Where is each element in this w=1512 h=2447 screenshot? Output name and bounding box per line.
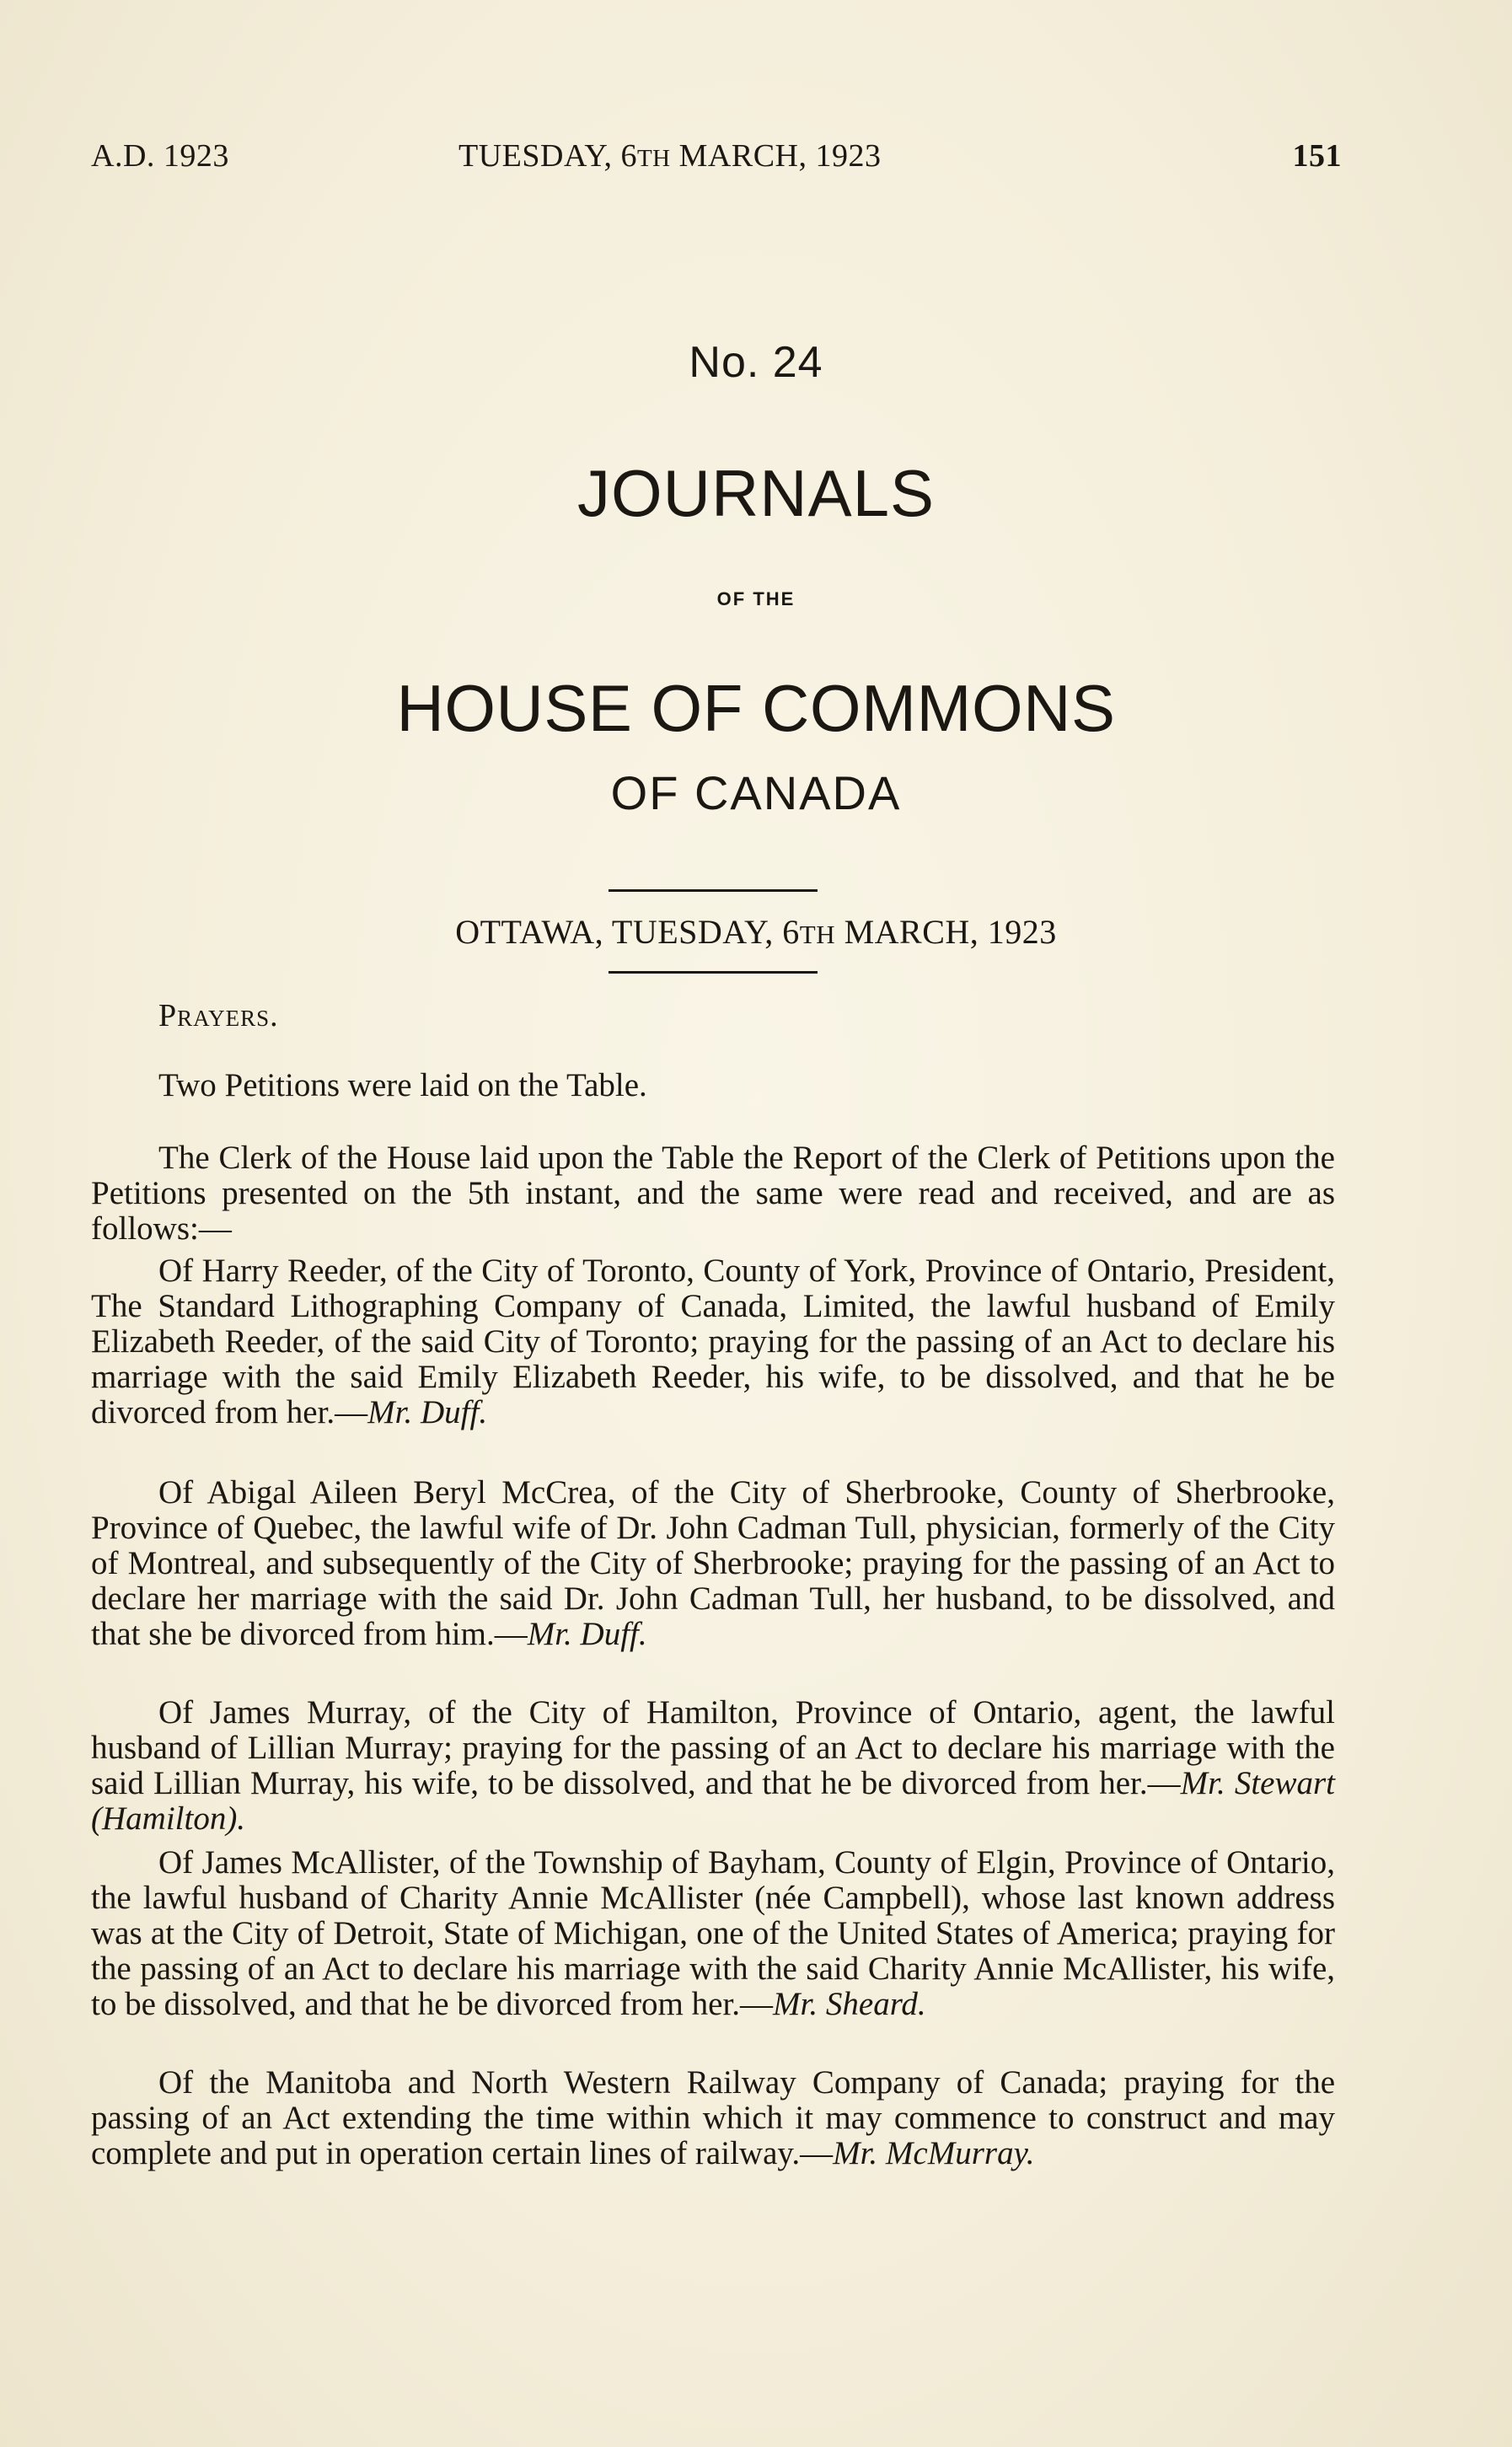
petition-mccrea: Of Abigal Aileen Beryl McCrea, of the City of Sherbrooke, County of Sherbrooke, Province of Quebec, the lawful wife of Dr. John Cadman Tull, physician, formerly of the City of Montreal, and subsequently of the City of Sherbrooke; praying for the passing of an Act to declare her marriage with the said Dr. John Cadman Tull, her husband, to be dissolved, and that she be divorced from him.—Mr. Duff.: [91, 1474, 1335, 1652]
petition-manitoba-railway: Of the Manitoba and North Western Railway Company of Canada; praying for the passing of an Act extending the time within which it may commence to construct and may complete and put in operation certain lines of railway.—Mr. McMurray.: [91, 2064, 1335, 2171]
page-number: 151: [1292, 138, 1342, 174]
journals-title: JOURNALS: [576, 456, 936, 530]
prayers-heading: Prayers.: [158, 998, 279, 1033]
paragraph-clerk-report: The Clerk of the House laid upon the Table the Report of the Clerk of Petitions upon the Petitions presented on the 5th instant, and the same were read and received, and are as follows:—: [91, 1140, 1335, 1247]
member-name: Mr. Duff.: [527, 1616, 647, 1652]
sitting-date: OTTAWA, TUESDAY, 6TH MARCH, 1923: [455, 913, 1057, 951]
member-name: Mr. Stewart (Hamilton).: [91, 1765, 1335, 1837]
house-title: HOUSE OF COMMONS: [396, 671, 1116, 745]
petition-murray: Of James Murray, of the City of Hamilton, Province of Ontario, agent, the lawful husband of Lillian Murray; praying for the passing of an Act to declare his marriage with the said Lillian Murray, his wife, to be dissolved, and that he be divorced from her.—Mr. Stewart (Hamilton).: [91, 1694, 1335, 1837]
journal-number: No. 24: [689, 338, 823, 387]
of-canada-label: OF CANADA: [610, 766, 902, 819]
member-name: Mr. McMurray.: [833, 2135, 1035, 2171]
petition-reeder: Of Harry Reeder, of the City of Toronto, County of York, Province of Ontario, President, The Standard Lithographing Company of Canada, Limited, the lawful husband of Emily Elizabeth Reeder, of the said City of Toronto; praying for the passing of an Act to declare his marriage with the said Emily Elizabeth Reeder, his wife, to be dissolved, and that he be divorced from her.—Mr. Duff.: [91, 1253, 1335, 1430]
running-head: [91, 137, 1342, 180]
of-the-label: OF THE: [716, 588, 796, 609]
header-date: TUESDAY, 6TH MARCH, 1923: [458, 138, 882, 174]
member-name: Mr. Duff.: [367, 1394, 488, 1430]
petition-mcallister: Of James McAllister, of the Township of Bayham, County of Elgin, Province of Ontario, the lawful husband of Charity Annie McAllister (née Campbell), whose last known address was at the City of Detroit, State of Michigan, one of the United States of America; praying for the passing of an Act to declare his marriage with the said Charity Annie McAllister, his wife, to be dissolved, and that he be divorced from her.—Mr. Sheard.: [91, 1844, 1335, 2022]
rule-divider-bottom: [609, 971, 818, 974]
member-name: Mr. Sheard.: [773, 1986, 926, 2022]
paragraph-two-petitions: Two Petitions were laid on the Table.: [158, 1067, 647, 1103]
header-year: A.D. 1923: [91, 138, 229, 174]
rule-divider-top: [609, 889, 818, 892]
